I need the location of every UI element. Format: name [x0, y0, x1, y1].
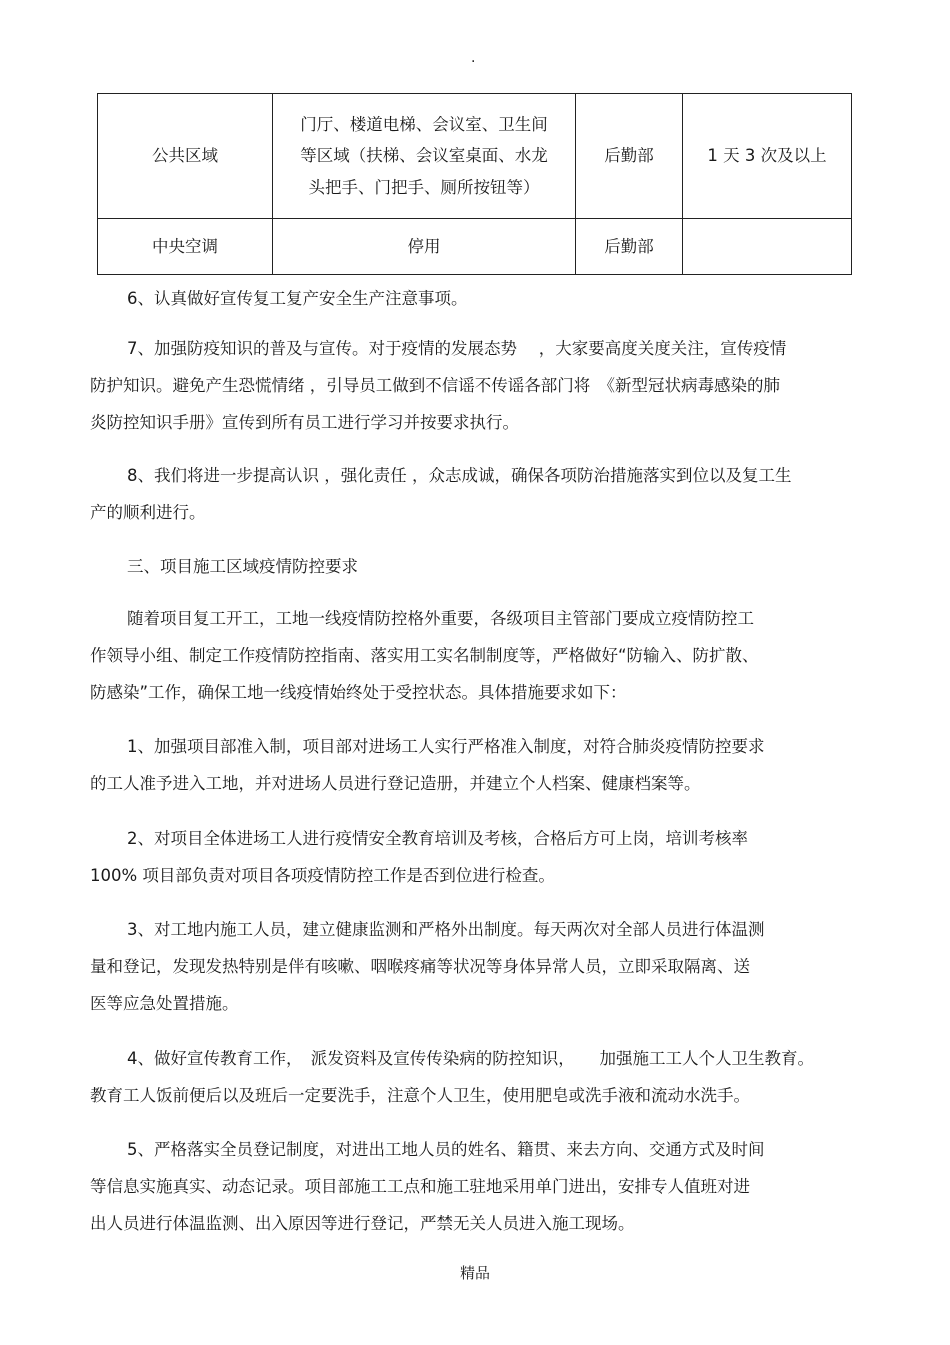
frequency-cell [683, 219, 852, 275]
scope-line: 头把手、门把手、厕所按钮等） [308, 177, 540, 197]
scope-cell [273, 94, 576, 219]
scope-line: 等区域（扶梯、会议室桌面、水龙 [300, 146, 548, 166]
paragraph-7: 7、加强防疫知识的普及与宣传。对于疫情的发展态势 ，大家要高度关度关注，宣传疫情 防护知识。避免产生恐慌情绪 ，引导员工做到不信谣不传谣各部门将 《新型冠状病毒感染的肺 炎防控知识手册》宣传到所有员工进行学习并按要求执行。 [90, 339, 787, 432]
paragraph-intro: 随着项目复工开工，工地一线疫情防控格外重要，各级项目主管部门要成立疫情防控工 作领导小组、制定工作疫情防控指南、落实用工实名制制度等，严格做好“防输入、防扩散、 防感染”工作，确保工地一线疫情始终处于受控状态。具体措施要求如下： [90, 609, 759, 702]
measure-5: 5、严格落实全员登记制度，对进出工地人员的姓名、籍贯、来去方向、交通方式及时间 等信息实施真实、动态记录。项目部施工工点和施工驻地采用单门进出，安排专人值班对进 出人员进行体温监测、出入原因等进行登记，严禁无关人员进入施工现场。 [90, 1140, 765, 1233]
disinfection-table [97, 93, 852, 275]
area-cell: 中央空调 [98, 219, 273, 275]
measure-4: 4、做好宣传教育工作， 派发资料及宣传传染病的防控知识， 加强施工工人个人卫生教育。 教育工人饭前便后以及班后一定要洗手，注意个人卫生，使用肥皂或洗手液和流动水洗手。 [90, 1049, 814, 1105]
scope-line: 门厅、楼道电梯、会议室、卫生间 [300, 114, 548, 134]
dept-cell: 后勤部 [576, 94, 683, 219]
table-row [98, 94, 852, 219]
measure-3: 3、对工地内施工人员，建立健康监测和严格外出制度。每天两次对全部人员进行体温测 量和登记，发现发热特别是伴有咳嗽、咽喉疼痛等状况等身体异常人员，立即采取隔离、送 医等应急处置措施。 [90, 920, 765, 1013]
measure-2: 2、对项目全体进场工人进行疫情安全教育培训及考核，合格后方可上岗，培训考核率 100% 项目部负责对项目各项疫情防控工作是否到位进行检查。 [90, 829, 748, 885]
measure-1: 1、加强项目部准入制，项目部对进场工人实行严格准入制度，对符合肺炎疫情防控要求 的工人准予进入工地，并对进场人员进行登记造册，并建立个人档案、健康档案等。 [90, 737, 765, 793]
table-row [98, 219, 852, 275]
dept-cell: 后勤部 [576, 219, 683, 275]
paragraph-8: 8、我们将进一步提高认识 ，强化责任 ，众志成诚，确保各项防治措施落实到位以及复工生 产的顺利进行。 [90, 466, 792, 522]
area-cell: 公共区域 [98, 94, 273, 219]
page-footer: 精品 [459, 1264, 490, 1282]
page-mark: . [471, 50, 476, 66]
section-heading: 三、项目施工区域疫情防控要求 [127, 557, 358, 576]
paragraph-6: 6、认真做好宣传复工复产安全生产注意事项。 [127, 289, 468, 308]
frequency-cell: 1 天 3 次及以上 [683, 94, 852, 219]
scope-cell: 停用 [273, 219, 576, 275]
